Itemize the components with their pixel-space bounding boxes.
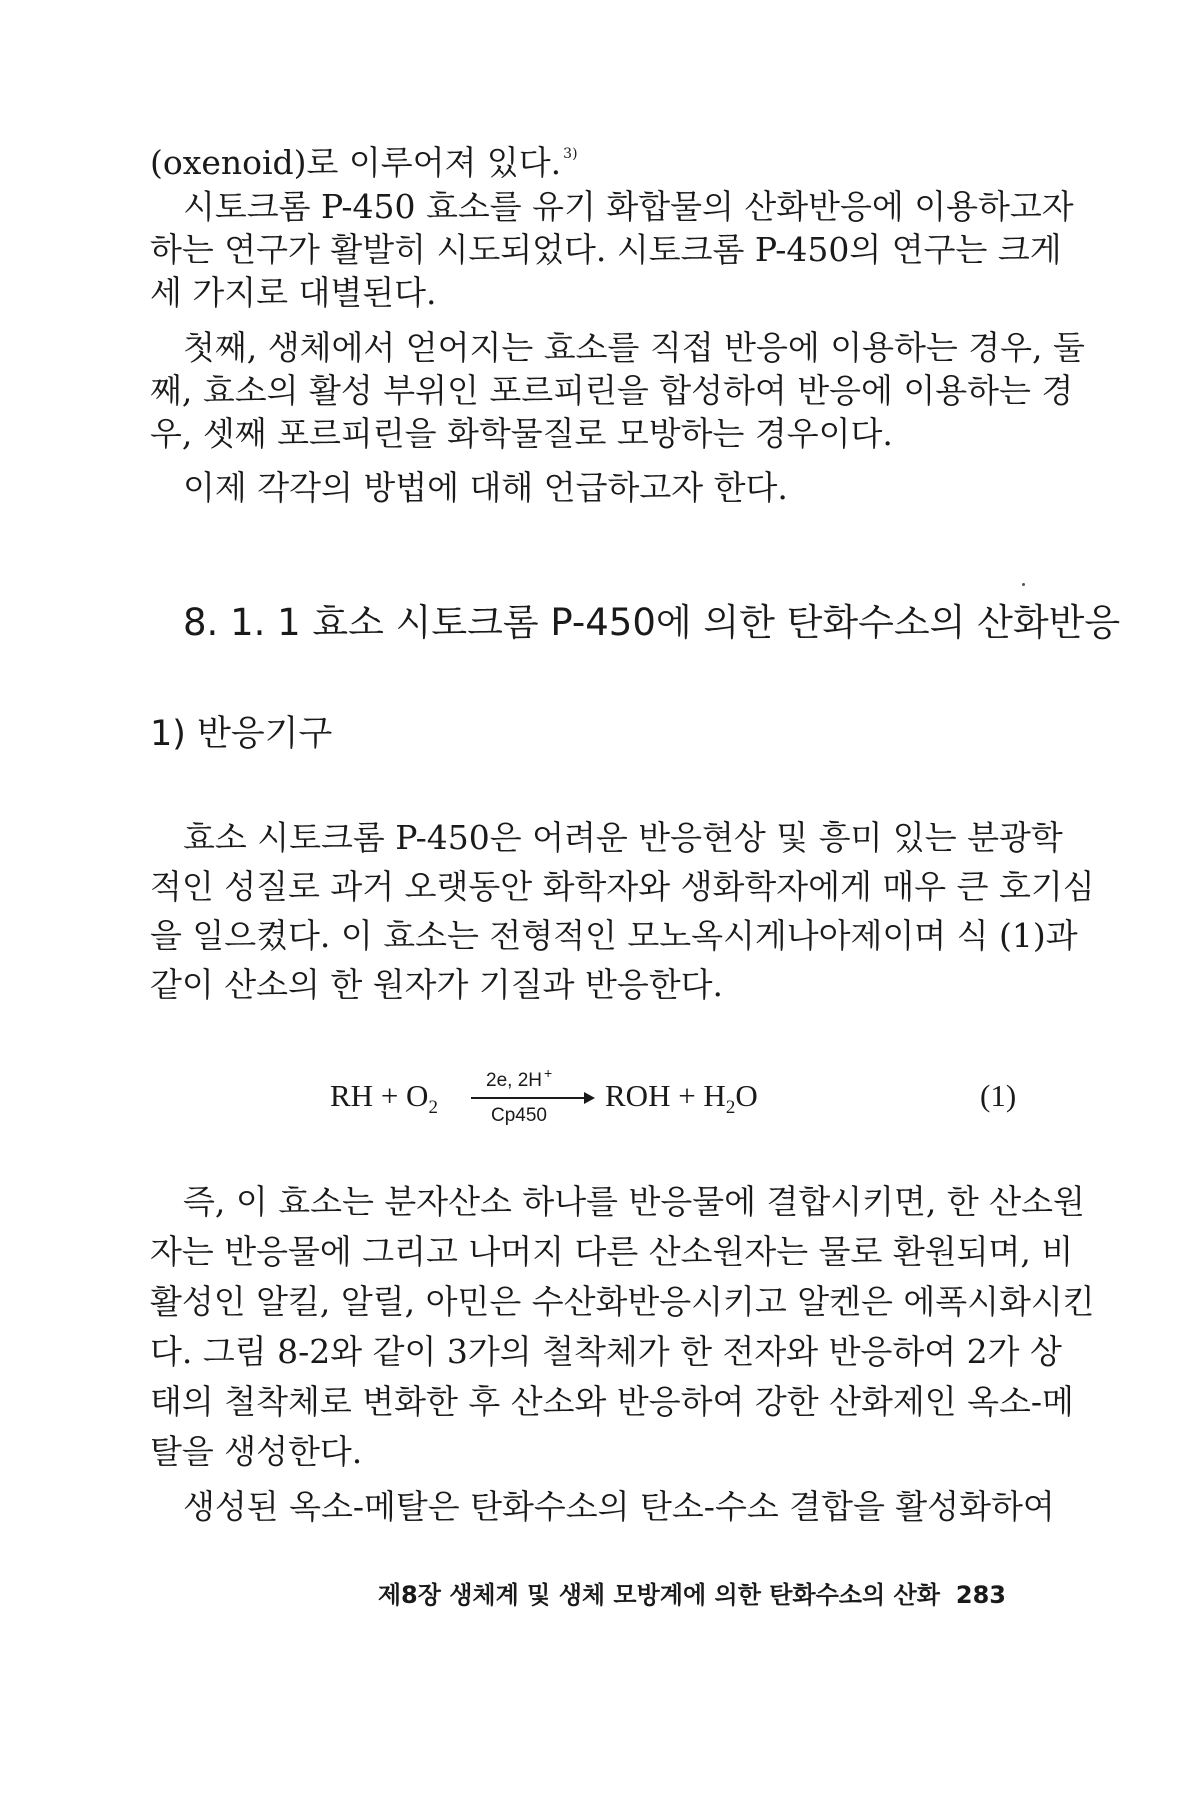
text-line: 즉, 이 효소는 분자산소 하나를 반응물에 결합시키면, 한 산소원 — [183, 1182, 1085, 1221]
sub-heading: 1) 반응기구 — [150, 714, 333, 754]
text-line: (oxenoid)로 이루어져 있다. $^{3)}$ — [150, 143, 578, 182]
page-footer — [330, 1580, 1006, 1610]
text-line: 효소 시토크롬 P-450은 어려운 반응현상 및 흥미 있는 분광학 — [183, 818, 1063, 857]
text-line: 적인 성질로 과거 오랫동안 화학자와 생화학자에게 매우 큰 호기심 — [150, 867, 1095, 906]
equation-reactants: RH + $O_2$ — [330, 1078, 438, 1119]
equation-number: (1) — [980, 1078, 1017, 1113]
text-line: 을 일으켰다. 이 효소는 전형적인 모노옥시게나아제이며 식 (1)과 — [150, 916, 1078, 955]
text-line: 시토크롬 P-450 효소를 유기 화합물의 산화반응에 이용하고자 — [183, 187, 1074, 226]
arrow-head-icon — [584, 1092, 595, 1104]
print-speck — [1022, 583, 1025, 586]
text-line: 생성된 옥소-메탈은 탄화수소의 탄소-수소 결합을 활성화하여 — [183, 1487, 1055, 1526]
text-line: 째, 효소의 활성 부위인 포르피린을 합성하여 반응에 이용하는 경 — [150, 371, 1074, 410]
text-line: 세 가지로 대별된다. — [150, 273, 437, 312]
arrow-condition-bottom: Cp450 — [491, 1105, 547, 1126]
section-heading: 8. 1. 1 효소 시토크롬 P-450에 의한 탄화수소의 산화반응 — [183, 601, 1121, 644]
chemical-equation — [0, 1050, 1200, 1140]
text-line: 탈을 생성한다. — [150, 1432, 363, 1471]
running-head: 제8장 생체계 및 생체 모방계에 의한 탄화수소의 산화 — [377, 1581, 940, 1609]
reaction-arrow — [471, 1097, 587, 1099]
text-line: 첫째, 생체에서 얻어지는 효소를 직접 반응에 이용하는 경우, 둘 — [183, 328, 1085, 367]
equation-products: ROH + $H_2O$ — [605, 1078, 758, 1119]
arrow-condition-top: 2e, 2H + — [486, 1065, 553, 1091]
text-line: 같이 산소의 한 원자가 기질과 반응한다. — [150, 965, 723, 1004]
page-number: 283 — [955, 1581, 1006, 1609]
text-line: 다. 그림 8-2와 같이 3가의 철착체가 한 전자와 반응하여 2가 상 — [150, 1332, 1062, 1371]
text-line: 자는 반응물에 그리고 나머지 다른 산소원자는 물로 환원되며, 비 — [150, 1232, 1074, 1271]
text-line: 활성인 알킬, 알릴, 아민은 수산화반응시키고 알켄은 에폭시화시킨 — [150, 1282, 1095, 1321]
text-line: 하는 연구가 활발히 시도되었다. 시토크롬 P-450의 연구는 크게 — [150, 230, 1062, 269]
text-line: 이제 각각의 방법에 대해 언급하고자 한다. — [183, 468, 788, 507]
text-line: 태의 철착체로 변화한 후 산소와 반응하여 강한 산화제인 옥소-메 — [150, 1382, 1074, 1421]
text-line: 우, 셋째 포르피린을 화학물질로 모방하는 경우이다. — [150, 414, 893, 453]
citation-superscript: 3) — [563, 146, 578, 162]
